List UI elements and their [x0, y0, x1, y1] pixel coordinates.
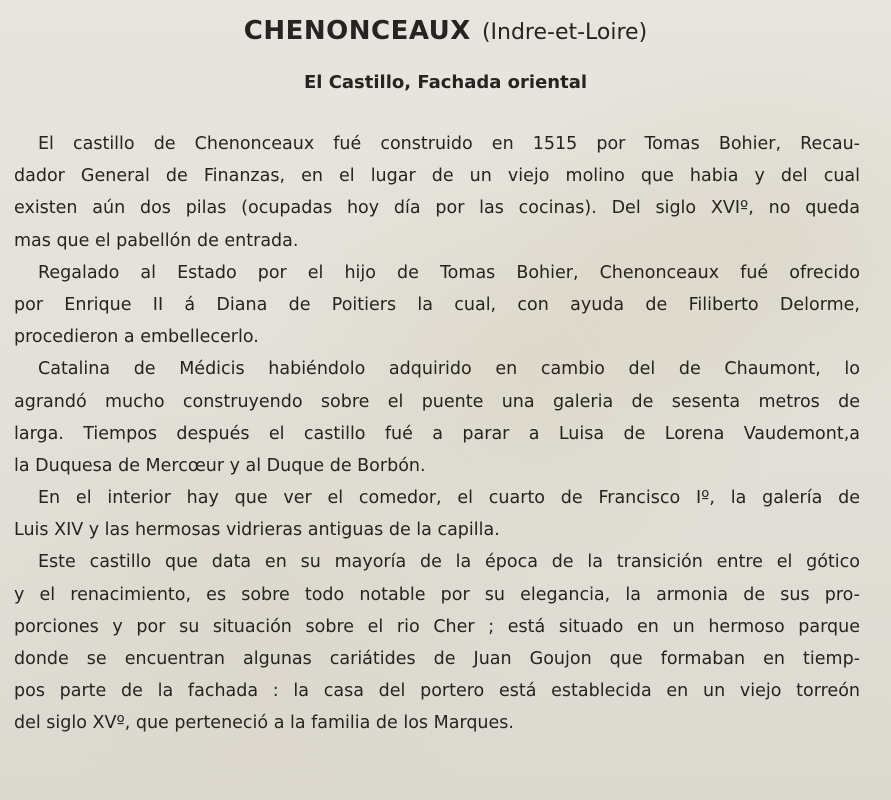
text-line: la Duquesa de Mercœur y al Duque de Borbón. — [14, 455, 426, 476]
text-line: por Enrique II á Diana de Poitiers la cual, con ayuda de Filiberto Delorme, — [14, 294, 860, 315]
text-line: El castillo de Chenonceaux fué construido en 1515 por Tomas Bohier, Recau- — [38, 134, 860, 154]
subtitle: El Castillo, Fachada oriental — [303, 72, 588, 93]
text-line: donde se encuentran algunas cariátides de Juan Goujon que formaban en tiemp- — [14, 649, 860, 669]
title-line — [0, 16, 891, 46]
page-title: CHENONCEAUX — [243, 16, 471, 46]
text-line: existen aún dos pilas (ocupadas hoy día por las cocinas). Del siglo XVIº, no queda — [14, 198, 860, 219]
region-label: (Indre-et-Loire) — [481, 20, 648, 45]
text-line: porciones y por su situación sobre el rio Cher ; está situado en un hermoso parque — [14, 616, 860, 637]
text-line: Este castillo que data en su mayoría de la época de la transición entre el gótico — [38, 552, 860, 573]
text-line: Regalado al Estado por el hijo de Tomas Bohier, Chenonceaux fué ofrecido — [38, 262, 860, 283]
description-text — [14, 128, 860, 740]
text-line: pos parte de la fachada : la casa del portero está establecida en un viejo torreón — [14, 681, 860, 702]
text-line: agrandó mucho construyendo sobre el puente una galeria de sesenta metros de — [14, 391, 860, 412]
text-line: y el renacimiento, es sobre todo notable por su elegancia, la armonia de sus pro- — [14, 584, 860, 605]
text-line: mas que el pabellón de entrada. — [14, 230, 299, 251]
text-line: En el interior hay que ver el comedor, el cuarto de Francisco Iº, la galería de — [38, 488, 860, 509]
text-line: Catalina de Médicis habiéndolo adquirido en cambio del de Chaumont, lo — [38, 359, 860, 380]
text-line: procedieron a embellecerlo. — [14, 327, 259, 348]
text-line: dador General de Finanzas, en el lugar de un viejo molino que habia y del cual — [14, 166, 860, 187]
text-line: larga. Tiempos después el castillo fué a parar a Luisa de Lorena Vaudemont,a — [14, 423, 860, 444]
text-line: Luis XIV y las hermosas vidrieras antiguas de la capilla. — [14, 520, 500, 541]
text-line: del siglo XVº, que perteneció a la familia de los Marques. — [14, 713, 514, 734]
